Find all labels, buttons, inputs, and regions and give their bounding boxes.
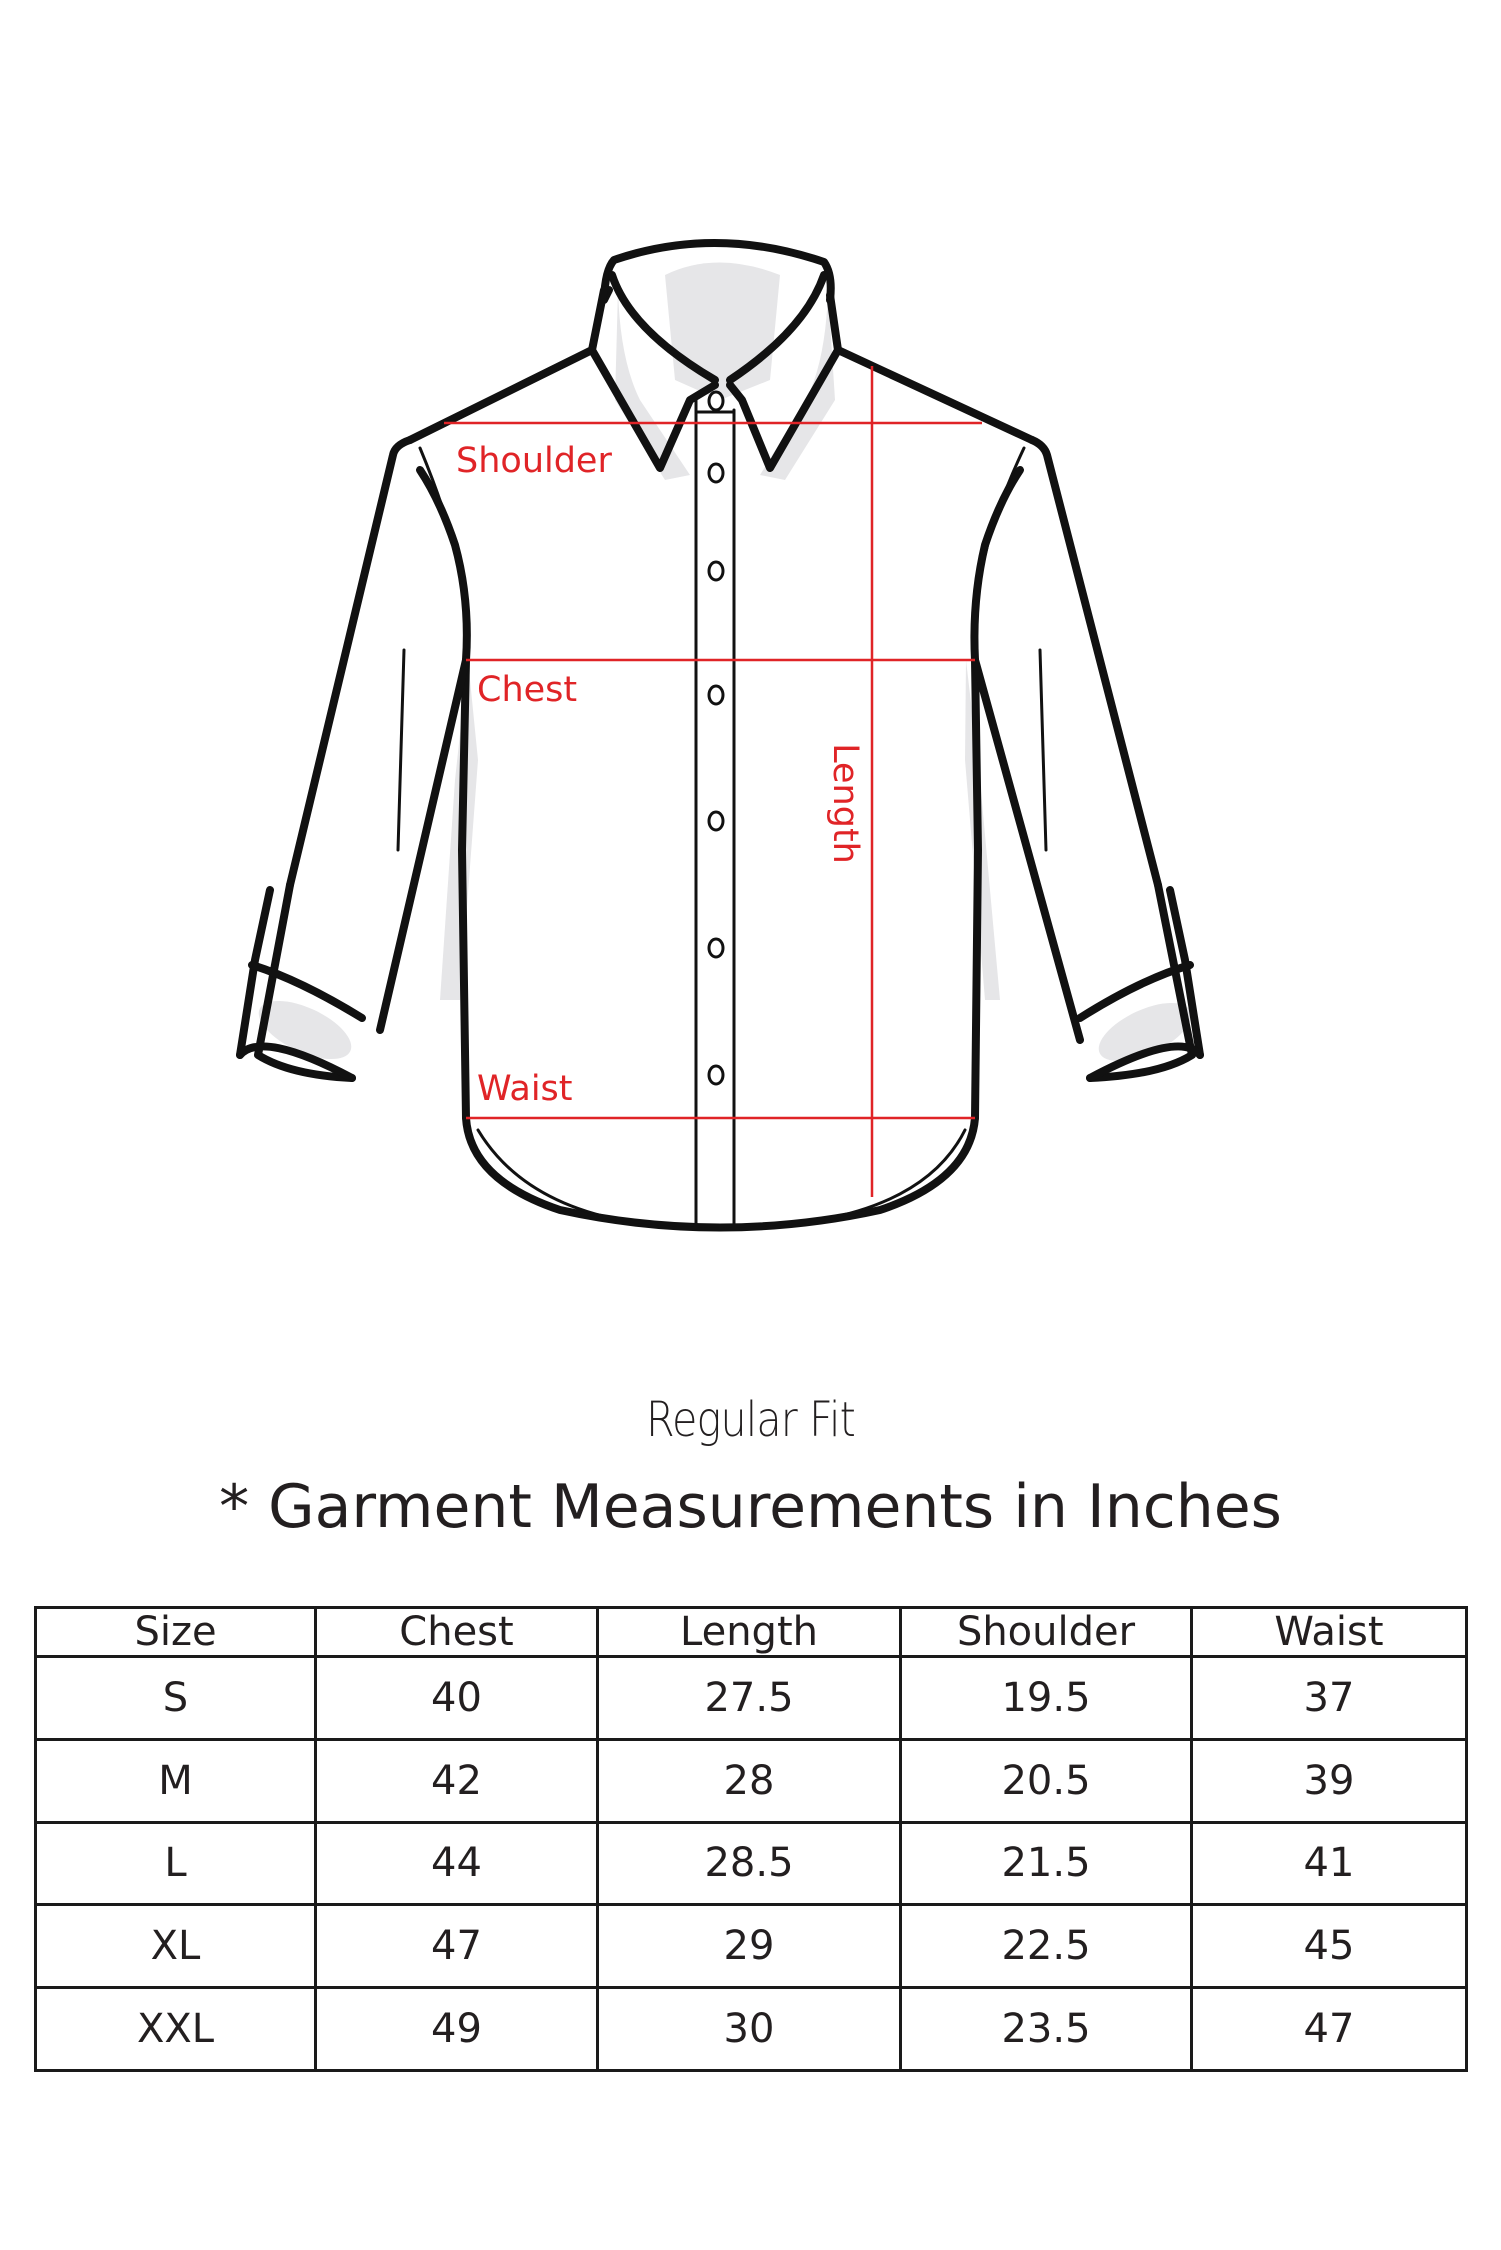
cell-shoulder: 19.5 [901,1657,1192,1740]
header-waist: Waist [1192,1608,1467,1657]
cell-size: S [36,1657,316,1740]
cell-length: 30 [598,1988,901,2071]
cell-waist: 37 [1192,1657,1467,1740]
header-size: Size [36,1608,316,1657]
table-row [36,1822,1467,1905]
cell-chest: 42 [316,1739,598,1822]
cell-size: XL [36,1905,316,1988]
cell-length: 28.5 [598,1822,901,1905]
fit-type: Regular Fit [646,1392,855,1448]
header-length: Length [598,1608,901,1657]
cell-shoulder: 22.5 [901,1905,1192,1988]
cell-shoulder: 21.5 [901,1822,1192,1905]
table-header-row [36,1608,1467,1657]
cell-chest: 40 [316,1657,598,1740]
cell-chest: 47 [316,1905,598,1988]
cell-shoulder: 23.5 [901,1988,1192,2071]
cell-waist: 47 [1192,1988,1467,2071]
cell-size: L [36,1822,316,1905]
buttons [709,392,723,1084]
cell-size: M [36,1739,316,1822]
cell-shoulder: 20.5 [901,1739,1192,1822]
shoulder-label: Shoulder [456,441,612,481]
header-shoulder: Shoulder [901,1608,1192,1657]
table-row [36,1657,1467,1740]
cell-length: 27.5 [598,1657,901,1740]
chest-label: Chest [477,670,578,710]
cell-waist: 45 [1192,1905,1467,1988]
table-row [36,1739,1467,1822]
length-label: Length [824,743,865,864]
size-chart-table [34,1606,1468,2072]
cell-chest: 49 [316,1988,598,2071]
cell-length: 28 [598,1739,901,1822]
page-title: * Garment Measurements in Inches [219,1472,1282,1542]
cell-waist: 41 [1192,1822,1467,1905]
cell-chest: 44 [316,1822,598,1905]
table-row [36,1905,1467,1988]
table-row [36,1988,1467,2071]
waist-label: Waist [477,1069,573,1109]
header-chest: Chest [316,1608,598,1657]
cell-size: XXL [36,1988,316,2071]
cell-length: 29 [598,1905,901,1988]
cell-waist: 39 [1192,1739,1467,1822]
